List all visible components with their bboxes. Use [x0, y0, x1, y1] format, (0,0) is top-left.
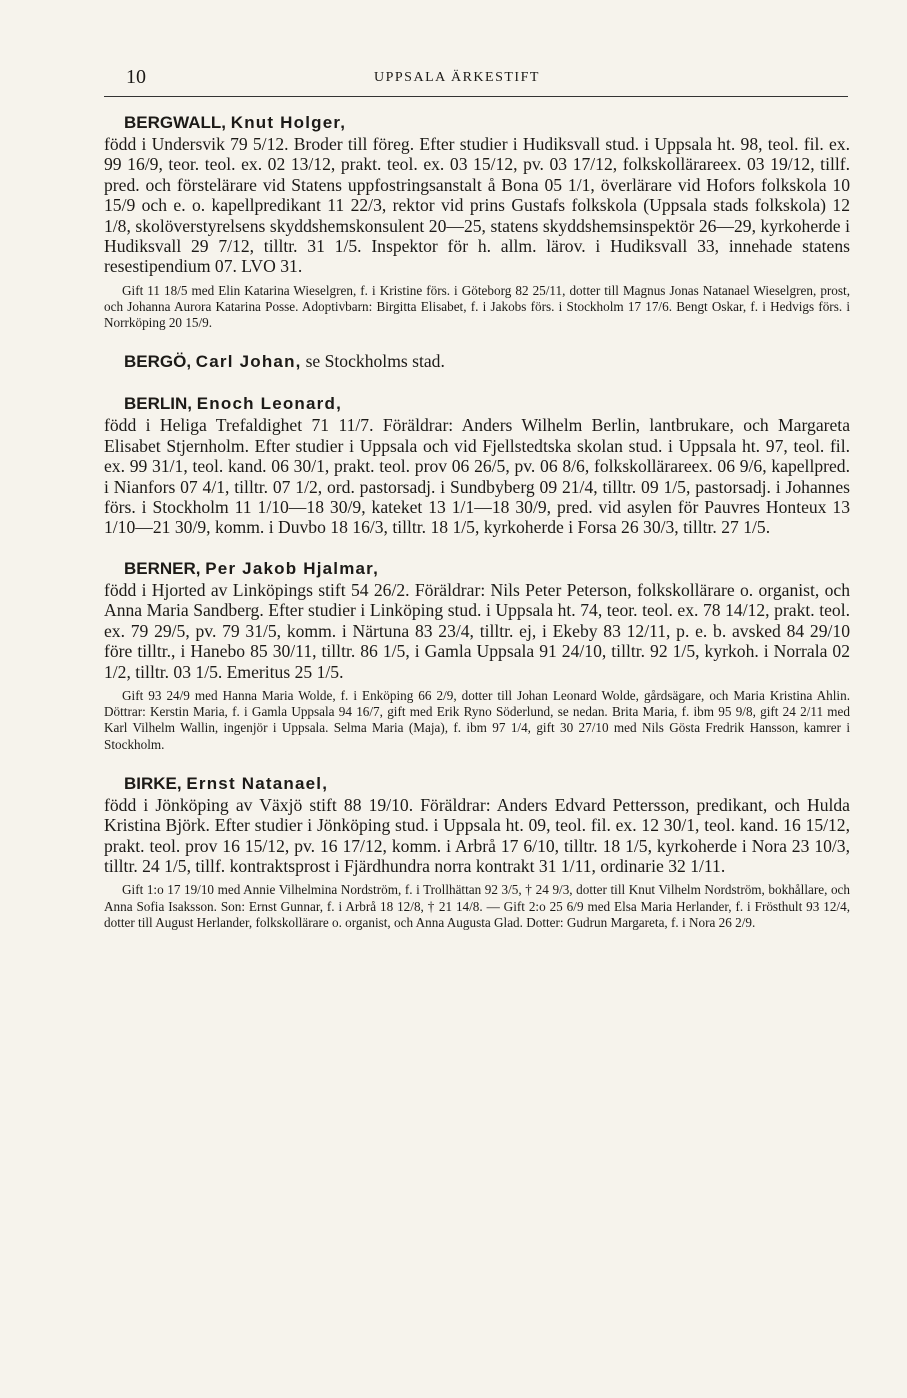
- entry-birke: [104, 773, 850, 931]
- entry-name: [124, 112, 850, 134]
- page-header: [104, 62, 848, 97]
- entry-name: [124, 773, 850, 795]
- given-names: Ernst Natanael,: [186, 773, 329, 793]
- entry-name: [124, 393, 850, 415]
- page-number: 10: [126, 66, 146, 88]
- surname: BIRKE,: [124, 773, 182, 793]
- entry-family: Gift 93 24/9 med Hanna Maria Wolde, f. i Enköping 66 2/9, dotter till Johan Leonard Wolde, gårdsägare, och Maria Kristina Ahlin. Döttrar: Kerstin Maria, f. i Gamla Uppsala 94 16/7, gift med Erik Ryno Söderlund, se nedan. Brita Maria, f. ibm 95 9/8, gift 24 2/11 med Karl Vilhelm Wallin, ingenjör i Uppsala. Selma Maria (Maja), f. ibm 97 1/4, gift 30 27/10 med Nils Gösta Fredrik Hansson, kamrer i Stockholm.: [104, 687, 850, 752]
- entry-family: Gift 1:o 17 19/10 med Annie Vilhelmina Nordström, f. i Trollhättan 92 3/5, † 24 9/3, dotter till Knut Vilhelm Nordström, bokhållare, och Anna Sofia Isaksson. Son: Ernst Gunnar, f. i Arbrå 18 12/8, † 21 14/8. — Gift 2:o 25 6/9 med Elsa Maria Herlander, f. i Frösthult 93 12/4, dotter till August Herlander, folkskollärare o. organist, och Anna Augusta Glad. Dotter: Gudrun Margareta, f. i Nora 26 2/9.: [104, 882, 850, 930]
- entry-bergwall: [104, 112, 850, 331]
- entry-biography: född i Heliga Trefaldighet 71 11/7. Föräldrar: Anders Wilhelm Berlin, lantbrukare, och Margareta Elisabet Stjernholm. Efter studier i Uppsala och vid Fjellstedtska skolan stud. i Uppsala ht. 97, teol. fil. ex. 99 31/1, teol. kand. 06 30/1, prakt. teol. prov 06 26/5, pv. 06 8/6, folkskollärareex. 06 9/6, kapellpred. i Nianfors 07 4/1, tilltr. 07 1/2, ord. pastorsadj. i Sundbyberg 09 21/4, tilltr. 09 1/5, pastorsadj. i Johannes förs. i Stockholm 11 1/10—18 30/9, kateket 13 1/1—18 30/9, pred. vid asylen för Pauvres Honteux 13 1/10—21 30/9, komm. i Duvbo 18 16/3, tilltr. 18 1/5, kyrkoherde i Forsa 26 30/3, tilltr. 27 1/5.: [104, 415, 850, 538]
- given-names: Enoch Leonard,: [196, 394, 342, 414]
- surname: BERGÖ,: [124, 352, 192, 372]
- surname: BERNER,: [124, 558, 201, 578]
- given-names: Knut Holger,: [230, 113, 347, 132]
- entry-biography: född i Jönköping av Växjö stift 88 19/10. Föräldrar: Anders Edvard Pettersson, predikant, och Hulda Kristina Björk. Efter studier i Jönköping stud. i Uppsala ht. 09, teol. fil. ex. 12 30/1, teol. kand. 16 15/12, prakt. teol. prov 16 15/12, pv. 16 17/12, komm. i Arbrå 17 6/10, tilltr. 18 1/5, kyrkoherde i Nora 23 10/3, tilltr. 24 1/5, tillf. kontraktsprost i Fjärdhundra norra kontrakt 31 1/11, ordinarie 32 1/11.: [104, 794, 850, 876]
- entry-biography: född i Hjorted av Linköpings stift 54 26/2. Föräldrar: Nils Peter Peterson, folkskollärare o. organist, och Anna Maria Sandberg. Efter studier i Linköping stud. i Uppsala ht. 74, teor. teol. ex. 78 14/12, prakt. teol. ex. 79 29/5, pv. 79 31/5, komm. i Närtuna 83 23/4, tilltr. ej, i Ekeby 83 12/11, p. e. b. avsked 84 29/10 före tilltr., i Hanebo 85 30/11, tilltr. 86 1/5, i Gamla Uppsala 91 24/10, tilltr. 92 1/5, kyrkoh. i Norrala 02 1/2, tilltr. 03 1/5. Emeritus 25 1/5.: [104, 579, 850, 682]
- given-names: Carl Johan,: [195, 352, 302, 372]
- surname: BERLIN,: [124, 394, 192, 414]
- running-title: UPPSALA ÄRKESTIFT: [374, 70, 540, 85]
- entry-berner: [104, 558, 850, 753]
- content: [104, 112, 850, 951]
- entry-name: [124, 558, 850, 580]
- given-names: Per Jakob Hjalmar,: [205, 558, 379, 578]
- surname: BERGWALL,: [124, 113, 226, 132]
- entry-bergo: [104, 351, 850, 373]
- entry-berlin: [104, 393, 850, 537]
- entry-family: Gift 11 18/5 med Elin Katarina Wieselgren, f. i Kristine förs. i Göteborg 82 25/11, dotter till Magnus Jonas Natanael Wieselgren, prost, och Johanna Aurora Katarina Posse. Adoptivbarn: Birgitta Elisabet, f. i Jakobs förs. i Stockholm 17 17/6. Bengt Oskar, f. i Hedvigs förs. i Norrköping 20 15/9.: [104, 282, 850, 331]
- entry-biography: född i Undersvik 79 5/12. Broder till föreg. Efter studier i Hudiksvall stud. i Uppsala ht. 98, teol. fil. ex. 99 16/9, teor. teol. ex. 02 13/12, prakt. teol. ex. 03 15/12, pv. 03 17/12, folkskollärareex. 03 19/12, tillf. pred. och förstelärare vid Statens uppfostringsanstalt å Bona 05 1/1, överlärare vid Hofors folkskola 10 15/9 och e. o. kapellpredikant 11 22/3, rektor vid prins Gustafs folkskola (Uppsala stads folkskola) 12 1/8, skolöverstyrelsens skyddshemskonsulent 20—25, statens skyddshemsinspektör 26—29, kyrkoherde i Hudiksvall 29 7/12, tilltr. 31 1/5. Inspektor för h. allm. lärov. i Hudiksvall 33, innehade statens resestipendium 07. LVO 31.: [104, 134, 850, 277]
- cross-reference: se Stockholms stad.: [305, 351, 445, 372]
- entry-name: [124, 352, 302, 371]
